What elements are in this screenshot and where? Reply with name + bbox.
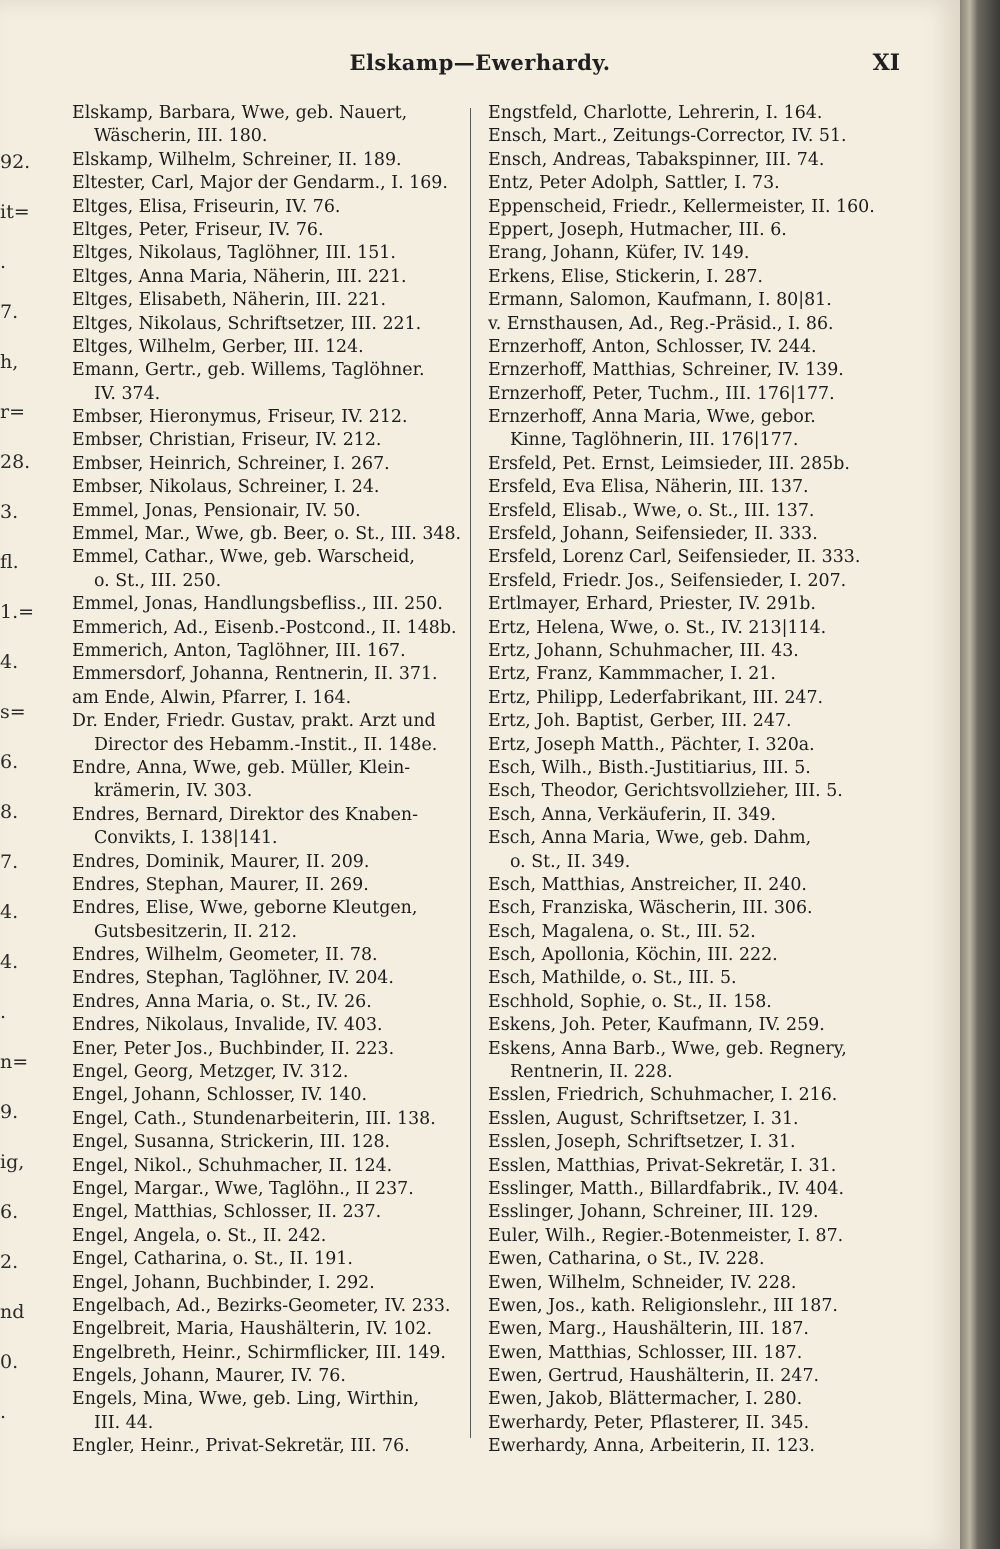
directory-entry: Emmel, Jonas, Handlungsbefliss., III. 250. bbox=[72, 594, 443, 615]
directory-entry: Dr. Ender, Friedr. Gustav, prakt. Arzt und bbox=[72, 711, 436, 732]
directory-entry: Engstfeld, Charlotte, Lehrerin, I. 164. bbox=[488, 103, 823, 123]
directory-entry: Elskamp, Wilhelm, Schreiner, II. 189. bbox=[72, 149, 402, 170]
margin-fragment: nd bbox=[0, 1301, 25, 1323]
directory-entry: Esch, Apollonia, Köchin, III. 222. bbox=[488, 945, 778, 966]
directory-entry: Embser, Nikolaus, Schreiner, I. 24. bbox=[72, 477, 380, 498]
book-spine bbox=[960, 0, 1000, 1549]
margin-fragment: 6. bbox=[0, 1201, 19, 1223]
margin-fragment: 92. bbox=[0, 151, 31, 173]
margin-fragment: 3. bbox=[0, 501, 19, 523]
directory-entry: Esslen, Friedrich, Schuhmacher, I. 216. bbox=[488, 1085, 838, 1106]
margin-fragment: 8. bbox=[0, 801, 19, 823]
margin-fragment: . bbox=[0, 1401, 7, 1423]
directory-entry: Engelbach, Ad., Bezirks-Geometer, IV. 233. bbox=[72, 1295, 451, 1316]
directory-entry: Engel, Johann, Schlosser, IV. 140. bbox=[72, 1085, 368, 1106]
directory-entry: Engel, Catharina, o. St., II. 191. bbox=[72, 1249, 353, 1270]
directory-entry: Ertlmayer, Erhard, Priester, IV. 291b. bbox=[488, 594, 816, 615]
directory-entry: Esslen, Joseph, Schriftsetzer, I. 31. bbox=[488, 1132, 796, 1153]
running-title: Elskamp—Ewerhardy. bbox=[349, 50, 611, 75]
margin-fragment: ig, bbox=[0, 1151, 25, 1173]
directory-entry: Esslen, Matthias, Privat-Sekretär, I. 31. bbox=[488, 1155, 837, 1176]
directory-entry: Emmerich, Anton, Taglöhner, III. 167. bbox=[72, 640, 406, 661]
directory-entry: Endres, Anna Maria, o. St., IV. 26. bbox=[72, 991, 372, 1012]
directory-entry: Esslinger, Matth., Billardfabrik., IV. 404. bbox=[488, 1178, 845, 1199]
directory-entry: Ertz, Joh. Baptist, Gerber, III. 247. bbox=[488, 711, 792, 732]
directory-entry: Ewen, Catharina, o St., IV. 228. bbox=[488, 1249, 765, 1270]
directory-entry-continuation: Wäscherin, III. 180. bbox=[94, 126, 268, 147]
directory-entry: Ertz, Franz, Kammmacher, I. 21. bbox=[488, 664, 776, 685]
directory-entry: Endre, Anna, Wwe, geb. Müller, Klein- bbox=[72, 757, 411, 778]
directory-entry: Eltges, Anna Maria, Näherin, III. 221. bbox=[72, 266, 407, 287]
directory-entry: Engel, Angela, o. St., II. 242. bbox=[72, 1225, 327, 1246]
directory-entry: am Ende, Alwin, Pfarrer, I. 164. bbox=[72, 687, 352, 708]
directory-entry: Ernzerhoff, Peter, Tuchm., III. 176|177. bbox=[488, 383, 835, 404]
directory-entry: Engelbreth, Heinr., Schirmflicker, III. 149. bbox=[72, 1342, 446, 1363]
directory-entry: v. Ernsthausen, Ad., Reg.-Präsid., I. 86. bbox=[488, 313, 834, 334]
directory-entry: Ertz, Johann, Schuhmacher, III. 43. bbox=[488, 640, 799, 661]
directory-entry: Esch, Wilh., Bisth.-Justitiarius, III. 5. bbox=[488, 757, 811, 778]
directory-entry: Euler, Wilh., Regier.-Botenmeister, I. 87. bbox=[488, 1225, 844, 1246]
directory-entry: Eskens, Anna Barb., Wwe, geb. Regnery, bbox=[488, 1038, 847, 1059]
directory-entry: Ersfeld, Eva Elisa, Näherin, III. 137. bbox=[488, 477, 809, 498]
directory-entry: Ersfeld, Elisab., Wwe, o. St., III. 137. bbox=[488, 500, 815, 521]
directory-entry: Eltges, Nikolaus, Taglöhner, III. 151. bbox=[72, 243, 396, 264]
directory-entry: Ewen, Gertrud, Haushälterin, II. 247. bbox=[488, 1366, 820, 1387]
directory-entry: Ewerhardy, Anna, Arbeiterin, II. 123. bbox=[488, 1436, 815, 1457]
margin-fragment: 2. bbox=[0, 1251, 19, 1273]
directory-entry: Engelbreit, Maria, Haushälterin, IV. 102. bbox=[72, 1319, 433, 1340]
margin-fragment: 9. bbox=[0, 1101, 19, 1123]
directory-entry: Esch, Theodor, Gerichtsvollzieher, III. 5. bbox=[488, 781, 843, 802]
directory-entry: Ernzerhoff, Anna Maria, Wwe, gebor. bbox=[488, 407, 816, 428]
column-divider bbox=[470, 108, 471, 1438]
directory-entry: Emmel, Mar., Wwe, gb. Beer, o. St., III. 348. bbox=[72, 524, 462, 545]
directory-entry: Ersfeld, Lorenz Carl, Seifensieder, II. 333. bbox=[488, 547, 861, 568]
directory-entry: Ernzerhoff, Matthias, Schreiner, IV. 139. bbox=[488, 360, 844, 381]
directory-entry: Eltges, Wilhelm, Gerber, III. 124. bbox=[72, 336, 364, 357]
directory-entry: Engel, Matthias, Schlosser, II. 237. bbox=[72, 1202, 382, 1223]
margin-fragment: 7. bbox=[0, 851, 19, 873]
directory-entry: Esch, Matthias, Anstreicher, II. 240. bbox=[488, 874, 807, 895]
directory-entry: Erkens, Elise, Stickerin, I. 287. bbox=[488, 266, 763, 287]
directory-entry: Ewen, Wilhelm, Schneider, IV. 228. bbox=[488, 1272, 797, 1293]
margin-fragment: fl. bbox=[0, 551, 19, 573]
directory-entry: Ernzerhoff, Anton, Schlosser, IV. 244. bbox=[488, 336, 817, 357]
directory-entry: Esch, Mathilde, o. St., III. 5. bbox=[488, 968, 737, 989]
directory-entry: Elskamp, Barbara, Wwe, geb. Nauert, bbox=[72, 103, 408, 123]
margin-fragment: 4. bbox=[0, 901, 19, 923]
directory-entry: Engel, Cath., Stundenarbeiterin, III. 138. bbox=[72, 1108, 436, 1129]
margin-fragment: 7. bbox=[0, 301, 19, 323]
directory-entry: Endres, Stephan, Taglöhner, IV. 204. bbox=[72, 968, 394, 989]
directory-entry-continuation: krämerin, IV. 303. bbox=[94, 781, 253, 802]
directory-entry: Engel, Nikol., Schuhmacher, II. 124. bbox=[72, 1155, 393, 1176]
directory-entry: Eltges, Peter, Friseur, IV. 76. bbox=[72, 219, 324, 240]
margin-fragment: s= bbox=[0, 701, 26, 723]
directory-entry: Ewerhardy, Peter, Pflasterer, II. 345. bbox=[488, 1412, 810, 1433]
directory-entry: Engel, Margar., Wwe, Taglöhn., II 237. bbox=[72, 1178, 414, 1199]
previous-page-margin bbox=[0, 150, 35, 1450]
directory-entry: Endres, Wilhelm, Geometer, II. 78. bbox=[72, 945, 378, 966]
directory-entry: Eppenscheid, Friedr., Kellermeister, II. 160. bbox=[488, 196, 875, 217]
directory-entry: Esch, Magalena, o. St., III. 52. bbox=[488, 921, 756, 942]
margin-fragment: . bbox=[0, 251, 7, 273]
directory-entry: Ensch, Mart., Zeitungs-Corrector, IV. 51. bbox=[488, 126, 847, 147]
directory-entry: Endres, Dominik, Maurer, II. 209. bbox=[72, 851, 370, 872]
directory-entry-continuation: IV. 374. bbox=[94, 383, 161, 404]
directory-entry: Eltges, Elisabeth, Näherin, III. 221. bbox=[72, 290, 387, 311]
directory-entry: Endres, Stephan, Maurer, II. 269. bbox=[72, 874, 369, 895]
directory-entry: Ensch, Andreas, Tabakspinner, III. 74. bbox=[488, 149, 825, 170]
directory-entry: Engels, Mina, Wwe, geb. Ling, Wirthin, bbox=[72, 1389, 419, 1410]
directory-entry: Endres, Elise, Wwe, geborne Kleutgen, bbox=[72, 898, 418, 919]
directory-entry: Ertz, Joseph Matth., Pächter, I. 320a. bbox=[488, 734, 815, 755]
directory-entry: Eskens, Joh. Peter, Kaufmann, IV. 259. bbox=[488, 1015, 825, 1036]
margin-fragment: 0. bbox=[0, 1351, 19, 1373]
directory-entry: Engler, Heinr., Privat-Sekretär, III. 76. bbox=[72, 1436, 410, 1457]
directory-entry: Embser, Heinrich, Schreiner, I. 267. bbox=[72, 453, 390, 474]
directory-entry: Ersfeld, Friedr. Jos., Seifensieder, I. 207. bbox=[488, 570, 847, 591]
directory-entry-continuation: Rentnerin, II. 228. bbox=[510, 1062, 673, 1083]
directory-entry-continuation: Director des Hebamm.-Instit., II. 148e. bbox=[94, 734, 438, 755]
margin-fragment: it= bbox=[0, 201, 30, 223]
margin-fragment: n= bbox=[0, 1051, 29, 1073]
directory-entry: Eltester, Carl, Major der Gendarm., I. 169. bbox=[72, 173, 448, 194]
directory-entry: Emmel, Jonas, Pensionair, IV. 50. bbox=[72, 500, 361, 521]
margin-fragment: 6. bbox=[0, 751, 19, 773]
directory-entry: Esch, Franziska, Wäscherin, III. 306. bbox=[488, 898, 813, 919]
directory-entry: Entz, Peter Adolph, Sattler, I. 73. bbox=[488, 173, 780, 194]
margin-fragment: 28. bbox=[0, 451, 31, 473]
directory-entry: Engels, Johann, Maurer, IV. 76. bbox=[72, 1366, 346, 1387]
directory-entry: Ertz, Philipp, Lederfabrikant, III. 247. bbox=[488, 687, 824, 708]
directory-entry: Emmerich, Ad., Eisenb.-Postcond., II. 148b. bbox=[72, 617, 457, 638]
directory-entry: Embser, Hieronymus, Friseur, IV. 212. bbox=[72, 407, 408, 428]
page-number: XI bbox=[872, 50, 900, 76]
margin-fragment: . bbox=[0, 1001, 7, 1023]
directory-entry-continuation: Convikts, I. 138|141. bbox=[94, 828, 278, 849]
directory-entry: Embser, Christian, Friseur, IV. 212. bbox=[72, 430, 382, 451]
directory-entry-continuation: Gutsbesitzerin, II. 212. bbox=[94, 921, 298, 942]
directory-entry-continuation: o. St., III. 250. bbox=[94, 570, 222, 591]
directory-entry: Esslen, August, Schriftsetzer, I. 31. bbox=[488, 1108, 799, 1129]
directory-entry: Eltges, Nikolaus, Schriftsetzer, III. 221. bbox=[72, 313, 422, 334]
directory-entry: Ersfeld, Pet. Ernst, Leimsieder, III. 285b. bbox=[488, 453, 850, 474]
directory-entry: Endres, Bernard, Direktor des Knaben- bbox=[72, 804, 418, 825]
directory-entry: Endres, Nikolaus, Invalide, IV. 403. bbox=[72, 1015, 383, 1036]
directory-entry: Ewen, Jos., kath. Religionslehr., III 187. bbox=[488, 1295, 838, 1316]
directory-entry: Ertz, Helena, Wwe, o. St., IV. 213|114. bbox=[488, 617, 827, 638]
directory-entry: Esch, Anna Maria, Wwe, geb. Dahm, bbox=[488, 828, 812, 849]
page-header bbox=[60, 50, 900, 84]
margin-fragment: 1.= bbox=[0, 601, 35, 623]
margin-fragment: 4. bbox=[0, 951, 19, 973]
directory-entry: Emmel, Cathar., Wwe, geb. Warscheid, bbox=[72, 547, 415, 568]
directory-entry-continuation: Kinne, Taglöhnerin, III. 176|177. bbox=[510, 430, 799, 451]
directory-entry: Esch, Anna, Verkäuferin, II. 349. bbox=[488, 804, 777, 825]
directory-entry: Eschhold, Sophie, o. St., II. 158. bbox=[488, 991, 772, 1012]
directory-entry: Engel, Georg, Metzger, IV. 312. bbox=[72, 1062, 349, 1083]
directory-entry-continuation: III. 44. bbox=[94, 1412, 154, 1433]
left-column bbox=[72, 102, 464, 1459]
directory-entry: Emmersdorf, Johanna, Rentnerin, II. 371. bbox=[72, 664, 438, 685]
margin-fragment: h, bbox=[0, 351, 19, 373]
directory-entry: Ewen, Matthias, Schlosser, III. 187. bbox=[488, 1342, 803, 1363]
directory-entry: Ener, Peter Jos., Buchbinder, II. 223. bbox=[72, 1038, 395, 1059]
directory-entry: Ewen, Jakob, Blättermacher, I. 280. bbox=[488, 1389, 803, 1410]
directory-entry: Erang, Johann, Küfer, IV. 149. bbox=[488, 243, 750, 264]
directory-entry: Ersfeld, Johann, Seifensieder, II. 333. bbox=[488, 524, 818, 545]
directory-entry: Engel, Johann, Buchbinder, I. 292. bbox=[72, 1272, 375, 1293]
directory-entry: Emann, Gertr., geb. Willems, Taglöhner. bbox=[72, 360, 425, 381]
directory-entry: Eltges, Elisa, Friseurin, IV. 76. bbox=[72, 196, 341, 217]
directory-entry: Esslinger, Johann, Schreiner, III. 129. bbox=[488, 1202, 819, 1223]
directory-entry-continuation: o. St., II. 349. bbox=[510, 851, 631, 872]
directory-entry: Eppert, Joseph, Hutmacher, III. 6. bbox=[488, 219, 787, 240]
directory-entry: Ermann, Salomon, Kaufmann, I. 80|81. bbox=[488, 290, 832, 311]
directory-entry: Ewen, Marg., Haushälterin, III. 187. bbox=[488, 1319, 809, 1340]
margin-fragment: r= bbox=[0, 401, 26, 423]
margin-fragment: 4. bbox=[0, 651, 19, 673]
directory-entry: Engel, Susanna, Strickerin, III. 128. bbox=[72, 1132, 391, 1153]
right-column bbox=[488, 102, 880, 1459]
